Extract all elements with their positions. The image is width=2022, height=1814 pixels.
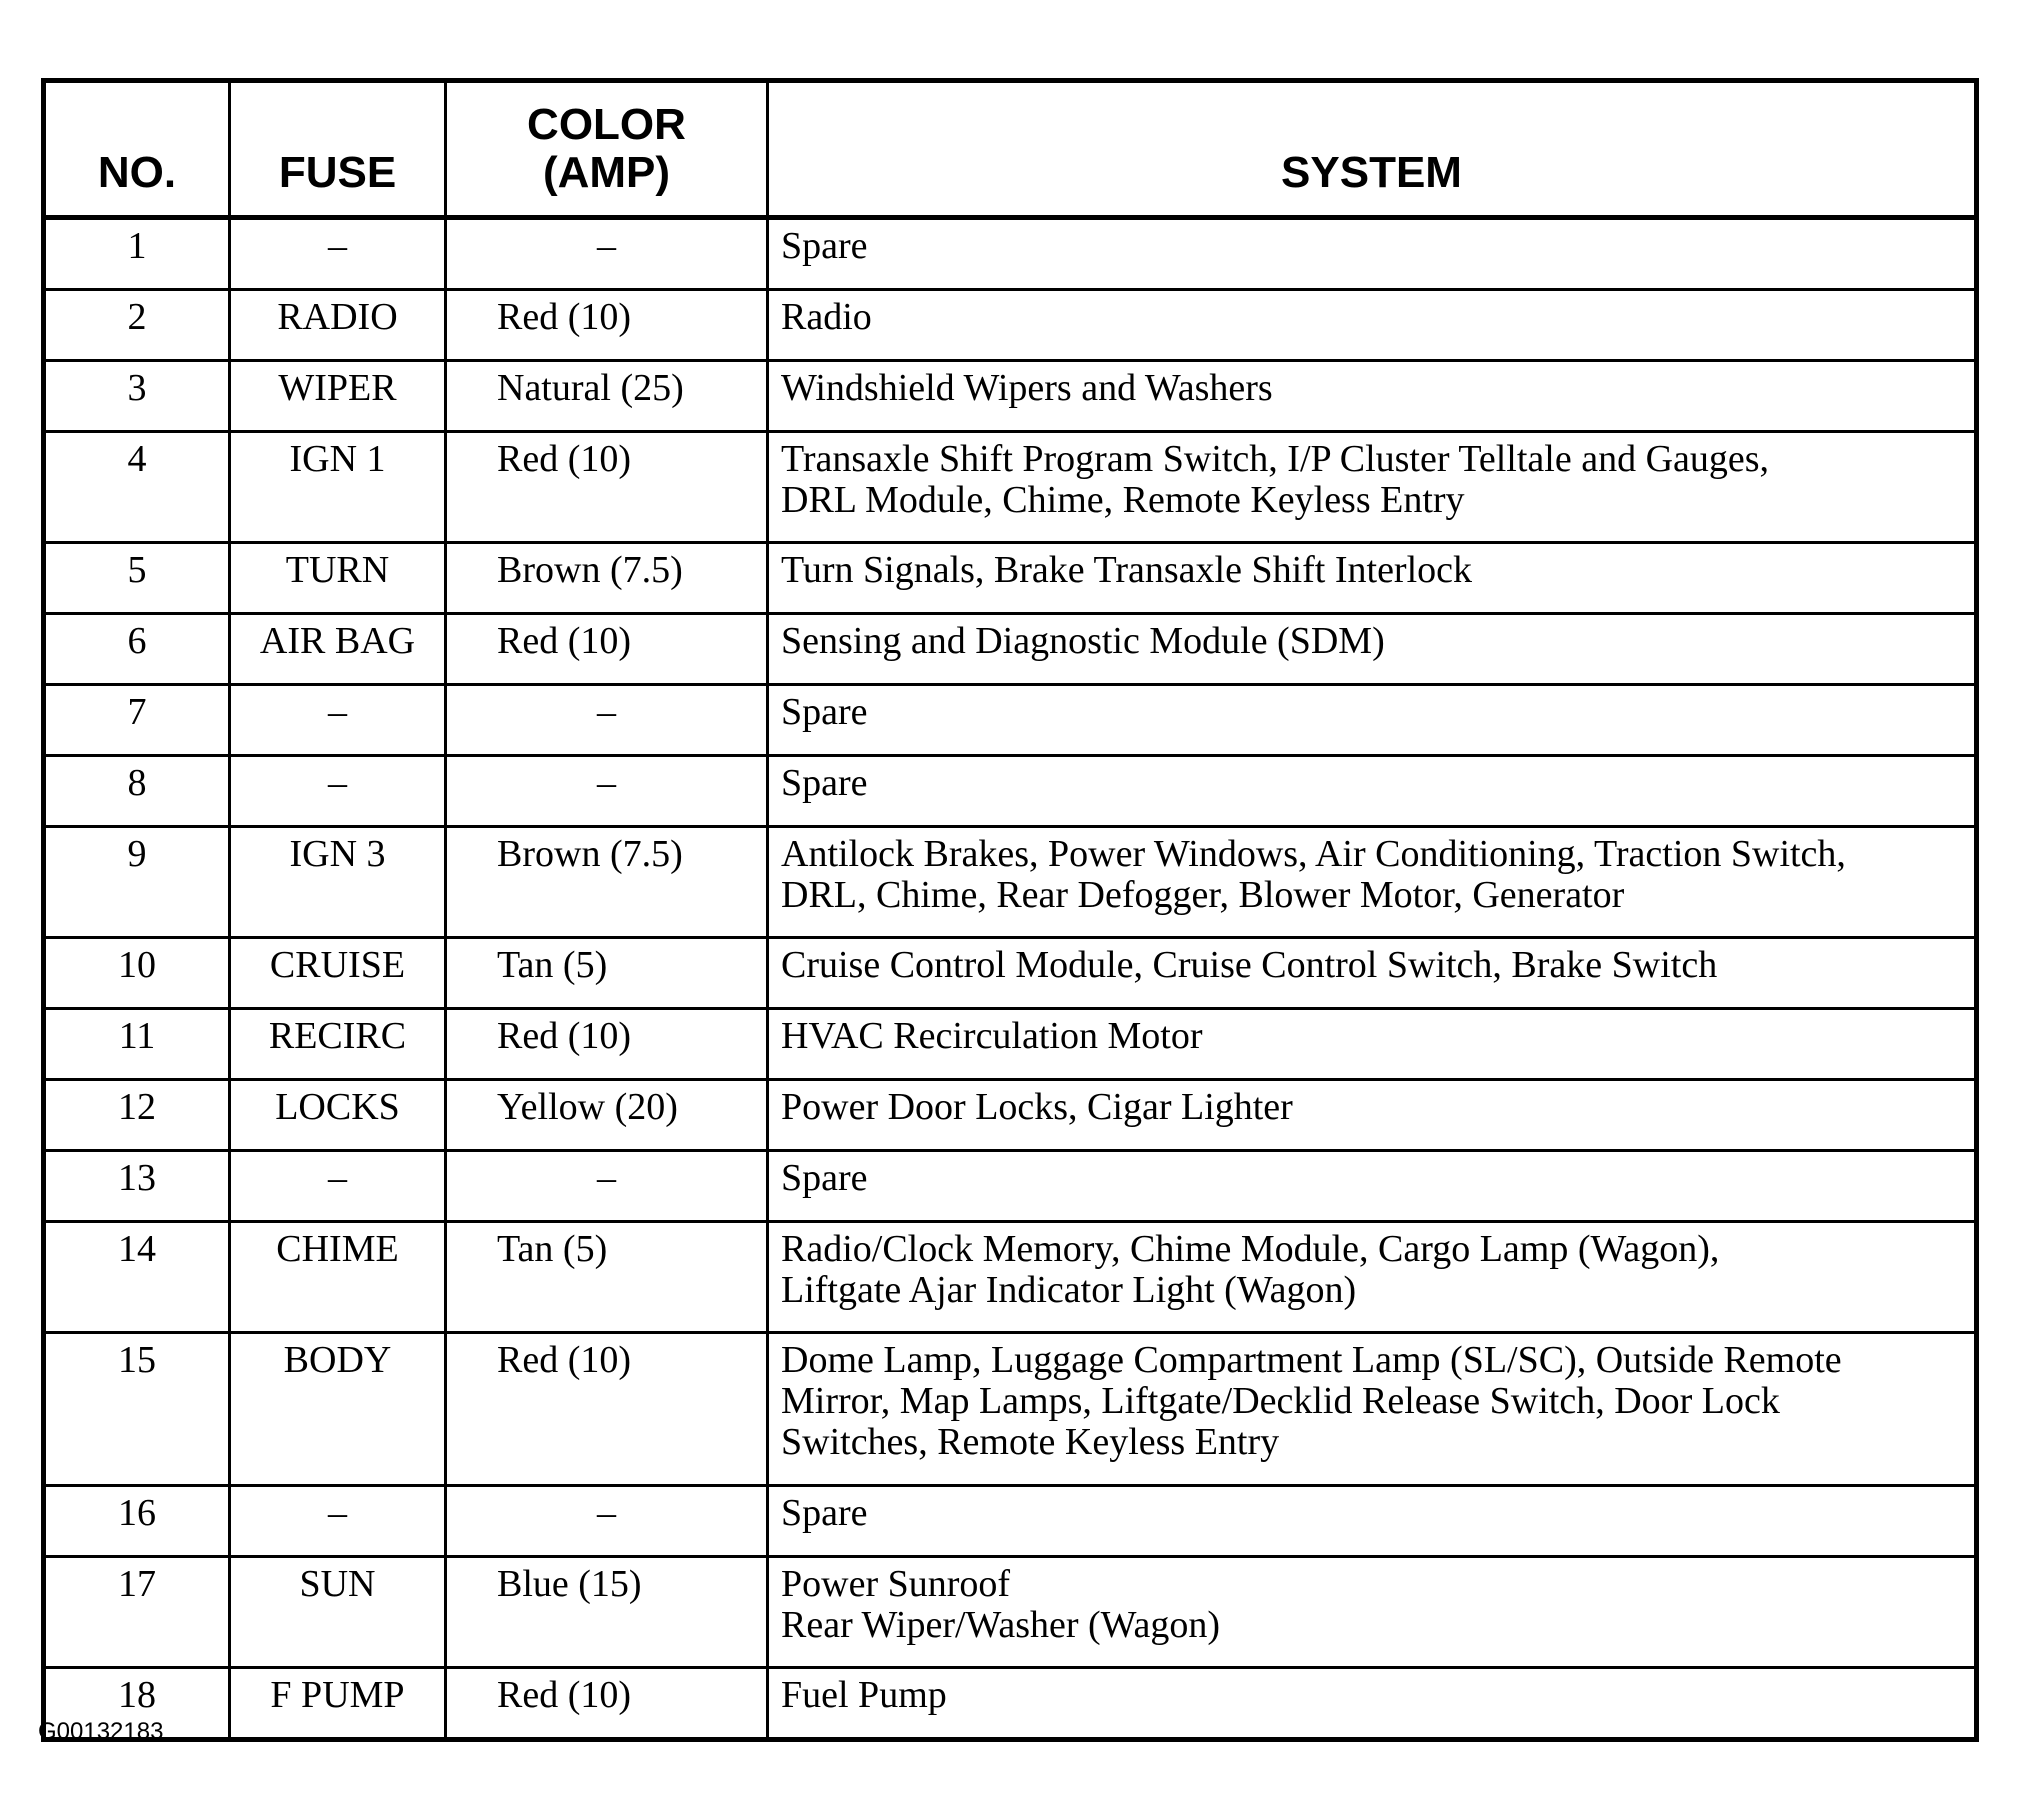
system-line: Spare bbox=[781, 762, 868, 804]
cell-color-amp: Red (10) bbox=[446, 1668, 768, 1740]
system-line: DRL, Chime, Rear Defogger, Blower Motor, Generator bbox=[781, 874, 1625, 916]
system-line: Antilock Brakes, Power Windows, Air Conditioning, Traction Switch, bbox=[781, 833, 1846, 875]
system-line: Spare bbox=[781, 1157, 868, 1199]
system-line: Radio bbox=[781, 296, 872, 338]
cell-color-amp: Tan (5) bbox=[446, 938, 768, 1009]
cell-fuse: RECIRC bbox=[230, 1009, 446, 1080]
table-row bbox=[44, 1668, 1977, 1740]
cell-fuse: F PUMP bbox=[230, 1668, 446, 1740]
cell-system bbox=[768, 614, 1977, 685]
system-line: Fuel Pump bbox=[781, 1674, 947, 1716]
cell-no: 12 bbox=[44, 1080, 230, 1151]
cell-color-amp: Red (10) bbox=[446, 432, 768, 543]
cell-color-amp: Yellow (20) bbox=[446, 1080, 768, 1151]
cell-no: 4 bbox=[44, 432, 230, 543]
cell-no: 17 bbox=[44, 1557, 230, 1668]
fuse-table bbox=[41, 78, 1979, 1742]
table-row bbox=[44, 1486, 1977, 1557]
cell-no: 14 bbox=[44, 1222, 230, 1333]
cell-system bbox=[768, 685, 1977, 756]
table-row bbox=[44, 1222, 1977, 1333]
cell-color-amp: Blue (15) bbox=[446, 1557, 768, 1668]
cell-color-amp: Red (10) bbox=[446, 1009, 768, 1080]
cell-no: 2 bbox=[44, 290, 230, 361]
cell-fuse: SUN bbox=[230, 1557, 446, 1668]
cell-color-amp: – bbox=[446, 1151, 768, 1222]
cell-system bbox=[768, 1668, 1977, 1740]
table-row bbox=[44, 1151, 1977, 1222]
cell-color-amp: Red (10) bbox=[446, 614, 768, 685]
system-line: Cruise Control Module, Cruise Control Switch, Brake Switch bbox=[781, 944, 1718, 986]
table-row bbox=[44, 432, 1977, 543]
cell-no: 16 bbox=[44, 1486, 230, 1557]
table-row bbox=[44, 543, 1977, 614]
cell-system bbox=[768, 1009, 1977, 1080]
system-line: Switches, Remote Keyless Entry bbox=[781, 1421, 1280, 1463]
system-line: Liftgate Ajar Indicator Light (Wagon) bbox=[781, 1269, 1357, 1311]
cell-system bbox=[768, 1333, 1977, 1486]
cell-no: 6 bbox=[44, 614, 230, 685]
cell-fuse: CHIME bbox=[230, 1222, 446, 1333]
cell-no: 7 bbox=[44, 685, 230, 756]
cell-fuse: AIR BAG bbox=[230, 614, 446, 685]
system-line: Rear Wiper/Washer (Wagon) bbox=[781, 1604, 1221, 1646]
system-line: Turn Signals, Brake Transaxle Shift Interlock bbox=[781, 549, 1473, 591]
table-row bbox=[44, 218, 1977, 290]
table-row bbox=[44, 290, 1977, 361]
cell-system bbox=[768, 938, 1977, 1009]
cell-fuse: RADIO bbox=[230, 290, 446, 361]
cell-color-amp: – bbox=[446, 756, 768, 827]
cell-color-amp: Natural (25) bbox=[446, 361, 768, 432]
cell-color-amp: – bbox=[446, 1486, 768, 1557]
system-line: Power Door Locks, Cigar Lighter bbox=[781, 1086, 1293, 1128]
cell-no: 1 bbox=[44, 218, 230, 290]
table-row bbox=[44, 1333, 1977, 1486]
cell-system bbox=[768, 218, 1977, 290]
header-fuse: FUSE bbox=[230, 81, 446, 218]
system-line: Sensing and Diagnostic Module (SDM) bbox=[781, 620, 1385, 662]
system-line: Spare bbox=[781, 691, 868, 733]
cell-system bbox=[768, 432, 1977, 543]
table-row bbox=[44, 361, 1977, 432]
table-row bbox=[44, 1557, 1977, 1668]
system-line: Power Sunroof bbox=[781, 1563, 1011, 1605]
table-row bbox=[44, 756, 1977, 827]
system-line: Spare bbox=[781, 1492, 868, 1534]
cell-fuse: LOCKS bbox=[230, 1080, 446, 1151]
header-color-line2: (AMP) bbox=[542, 148, 671, 197]
cell-no: 15 bbox=[44, 1333, 230, 1486]
cell-no: 8 bbox=[44, 756, 230, 827]
cell-no: 13 bbox=[44, 1151, 230, 1222]
header-system: SYSTEM bbox=[768, 81, 1977, 218]
system-line: HVAC Recirculation Motor bbox=[781, 1015, 1203, 1057]
cell-fuse: CRUISE bbox=[230, 938, 446, 1009]
cell-color-amp: Brown (7.5) bbox=[446, 543, 768, 614]
cell-fuse: TURN bbox=[230, 543, 446, 614]
header-row bbox=[44, 81, 1977, 218]
cell-system bbox=[768, 361, 1977, 432]
cell-color-amp: Red (10) bbox=[446, 290, 768, 361]
cell-no: 3 bbox=[44, 361, 230, 432]
cell-fuse: IGN 3 bbox=[230, 827, 446, 938]
system-line: Transaxle Shift Program Switch, I/P Cluster Telltale and Gauges, bbox=[781, 438, 1770, 480]
header-color-amp bbox=[446, 81, 768, 218]
figure-id: G00132183 bbox=[38, 1718, 164, 1745]
system-line: Windshield Wipers and Washers bbox=[781, 367, 1273, 409]
cell-no: 9 bbox=[44, 827, 230, 938]
cell-no: 18 bbox=[44, 1668, 230, 1740]
cell-no: 5 bbox=[44, 543, 230, 614]
cell-fuse: BODY bbox=[230, 1333, 446, 1486]
table-row bbox=[44, 827, 1977, 938]
table-row bbox=[44, 685, 1977, 756]
system-line: Mirror, Map Lamps, Liftgate/Decklid Release Switch, Door Lock bbox=[781, 1380, 1780, 1422]
cell-fuse: – bbox=[230, 685, 446, 756]
cell-color-amp: Tan (5) bbox=[446, 1222, 768, 1333]
cell-system bbox=[768, 1486, 1977, 1557]
header-color-line1: COLOR bbox=[527, 100, 686, 149]
cell-fuse: IGN 1 bbox=[230, 432, 446, 543]
cell-fuse: – bbox=[230, 218, 446, 290]
system-line: Dome Lamp, Luggage Compartment Lamp (SL/SC), Outside Remote bbox=[781, 1339, 1842, 1381]
cell-fuse: – bbox=[230, 1486, 446, 1557]
fuse-table-body bbox=[44, 218, 1977, 1740]
cell-system bbox=[768, 756, 1977, 827]
cell-system bbox=[768, 1080, 1977, 1151]
cell-system bbox=[768, 1222, 1977, 1333]
cell-color-amp: – bbox=[446, 218, 768, 290]
cell-no: 11 bbox=[44, 1009, 230, 1080]
cell-color-amp: – bbox=[446, 685, 768, 756]
system-line: Spare bbox=[781, 225, 868, 267]
cell-system bbox=[768, 827, 1977, 938]
table-row bbox=[44, 938, 1977, 1009]
cell-color-amp: Red (10) bbox=[446, 1333, 768, 1486]
table-row bbox=[44, 1009, 1977, 1080]
header-no: NO. bbox=[44, 81, 230, 218]
table-row bbox=[44, 1080, 1977, 1151]
cell-no: 10 bbox=[44, 938, 230, 1009]
cell-color-amp: Brown (7.5) bbox=[446, 827, 768, 938]
table-row bbox=[44, 614, 1977, 685]
cell-system bbox=[768, 1557, 1977, 1668]
cell-system bbox=[768, 290, 1977, 361]
cell-system bbox=[768, 543, 1977, 614]
system-line: DRL Module, Chime, Remote Keyless Entry bbox=[781, 479, 1465, 521]
cell-system bbox=[768, 1151, 1977, 1222]
cell-fuse: – bbox=[230, 1151, 446, 1222]
cell-fuse: – bbox=[230, 756, 446, 827]
system-line: Radio/Clock Memory, Chime Module, Cargo Lamp (Wagon), bbox=[781, 1228, 1720, 1270]
cell-fuse: WIPER bbox=[230, 361, 446, 432]
